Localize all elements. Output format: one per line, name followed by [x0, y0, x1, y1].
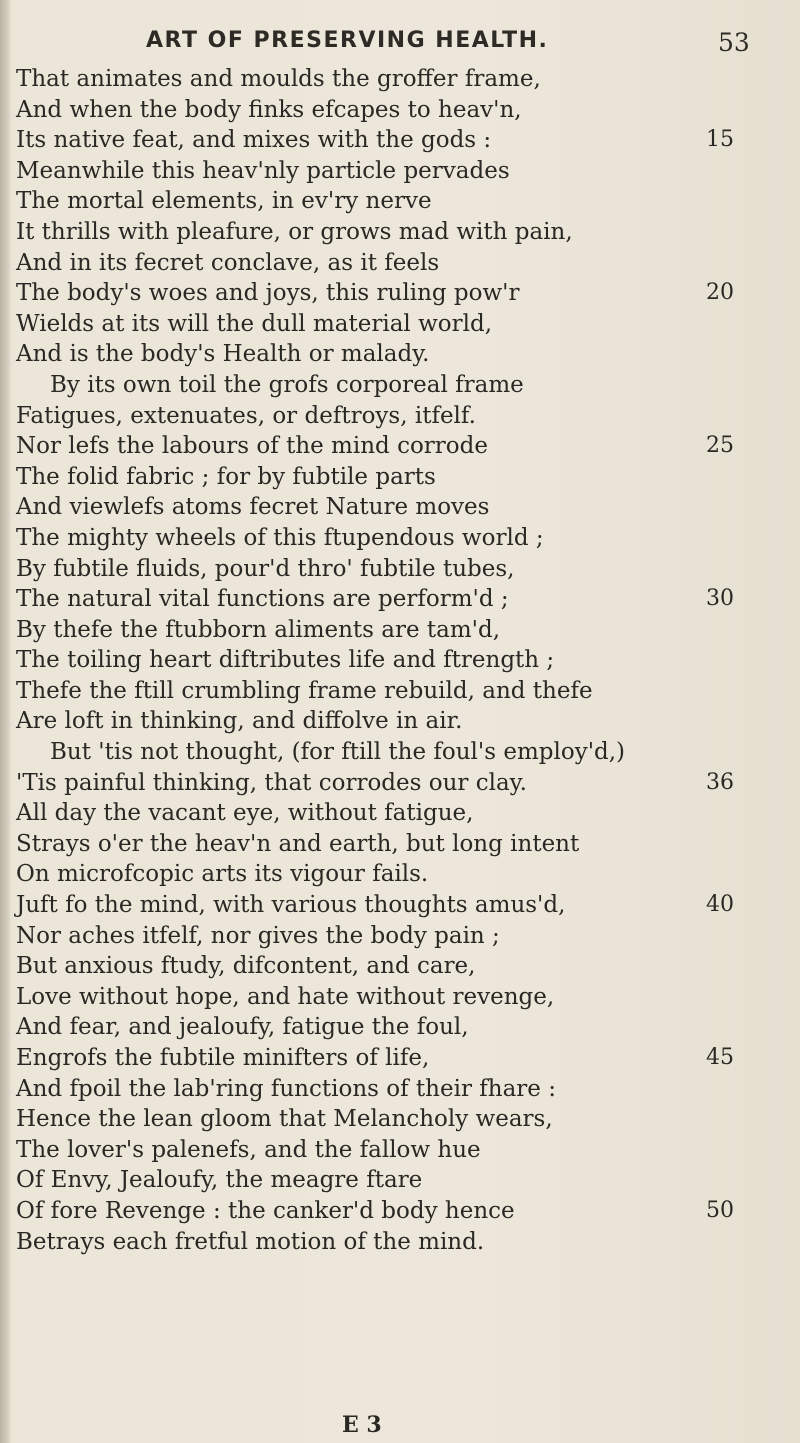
poem-line: It thrills with pleafure, or grows mad with pain, — [16, 218, 573, 245]
poem-line: But 'tis not thought, (for ftill the foul's employ'd,) — [50, 739, 626, 766]
line-number: 36 — [706, 769, 734, 795]
poem-line: And in its fecret conclave, as it feels — [16, 249, 440, 276]
running-head: ART OF PRESERVING HEALTH. — [146, 28, 549, 53]
poem-line: But anxious ftudy, difcontent, and care, — [16, 953, 476, 980]
poem-line: The toiling heart diftributes life and ftrength ; — [16, 647, 555, 674]
poem-line: Strays o'er the heav'n and earth, but long intent — [16, 830, 580, 857]
poem-line: Of fore Revenge : the canker'd body hence — [16, 1197, 515, 1224]
line-number: 30 — [706, 586, 734, 612]
page-number: 53 — [718, 28, 750, 57]
poem-line: Wields at its will the dull material world, — [16, 310, 493, 337]
poem-line: And fear, and jealoufy, fatigue the foul, — [16, 1014, 469, 1041]
poem-line: And when the body finks efcapes to heav'n, — [16, 96, 522, 123]
poem-line: On microfcopic arts its vigour fails. — [16, 861, 429, 888]
poem-line: Are loft in thinking, and diffolve in air. — [16, 708, 463, 735]
poem-text — [16, 64, 716, 1257]
poem-line: By its own toil the grofs corporeal frame — [50, 371, 524, 398]
poem-line: Its native feat, and mixes with the gods : — [16, 127, 492, 154]
poem-line: Love without hope, and hate without revenge, — [16, 983, 555, 1010]
poem-line: Engrofs the fubtile minifters of life, — [16, 1045, 430, 1071]
binding-gutter — [0, 0, 10, 1443]
poem-line: Hence the lean gloom that Melancholy wears, — [16, 1106, 553, 1133]
signature-mark: E 3 — [342, 1412, 382, 1438]
line-number: 40 — [706, 892, 734, 918]
poem-line: The mighty wheels of this ftupendous world ; — [16, 524, 544, 551]
line-number: 45 — [706, 1045, 734, 1071]
poem-line: The body's woes and joys, this ruling pow'r — [16, 280, 520, 307]
poem-line: Meanwhile this heav'nly particle pervades — [16, 157, 510, 184]
poem-line: Betrays each fretful motion of the mind. — [16, 1228, 485, 1255]
poem-line: The natural vital functions are perform'd ; — [16, 586, 509, 613]
poem-line: And is the body's Health or malady. — [16, 341, 430, 368]
poem-line: 'Tis painful thinking, that corrodes our clay. — [16, 769, 527, 796]
poem-line: The mortal elements, in ev'ry nerve — [16, 188, 432, 215]
line-number: 15 — [706, 127, 734, 153]
poem-line: And viewlefs atoms fecret Nature moves — [16, 494, 490, 521]
poem-line: That animates and moulds the groffer frame, — [16, 66, 541, 92]
poem-line: The lover's palenefs, and the fallow hue — [16, 1136, 481, 1163]
poem-line: By fubtile fluids, pour'd thro' fubtile tubes, — [16, 555, 515, 582]
poem-line: Thefe the ftill crumbling frame rebuild, and thefe — [16, 677, 593, 704]
line-number: 50 — [706, 1198, 734, 1224]
poem-line: Juft fo the mind, with various thoughts amus'd, — [16, 892, 566, 919]
line-number: 25 — [706, 433, 734, 459]
poem-line: All day the vacant eye, without fatigue, — [16, 800, 474, 827]
poem-line: The folid fabric ; for by fubtile parts — [16, 463, 436, 490]
poem-line: By thefe the ftubborn aliments are tam'd, — [16, 616, 501, 643]
poem-line: Nor aches itfelf, nor gives the body pain ; — [16, 922, 500, 949]
poem-line: Fatigues, extenuates, or deftroys, itfelf. — [16, 402, 476, 429]
poem-line: And fpoil the lab'ring functions of their fhare : — [16, 1075, 556, 1102]
line-number: 20 — [706, 280, 734, 306]
poem-line: Nor lefs the labours of the mind corrode — [16, 433, 488, 460]
poem-line: Of Envy, Jealoufy, the meagre ftare — [16, 1167, 423, 1194]
